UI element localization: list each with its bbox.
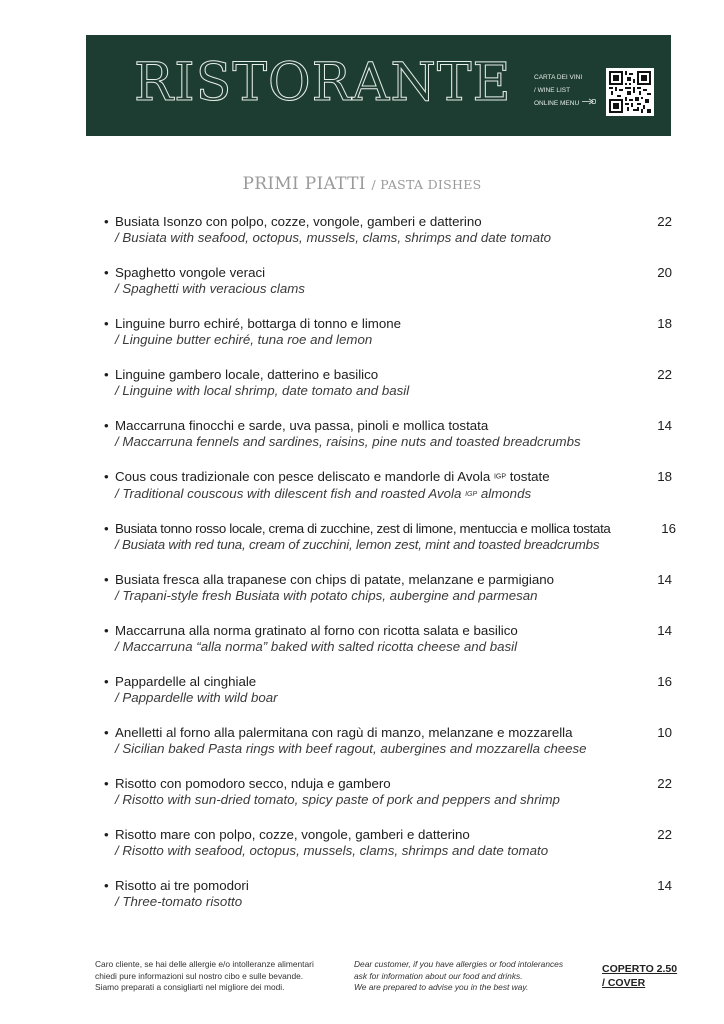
- dish-translation: / Busiata with red tuna, cream of zucchini, lemon zest, mint and toasted breadcrumbs: [115, 536, 600, 552]
- dish-price: 22: [657, 214, 672, 229]
- dish-name: Risotto mare con polpo, cozze, vongole, gamberi e datterino: [115, 827, 470, 843]
- dish-name: Busiata tonno rosso locale, crema di zucchine, zest di limone, mentuccia e mollica tostata: [115, 520, 611, 536]
- menu-item: [104, 776, 676, 827]
- header-banner: [86, 35, 671, 136]
- dish-price: 22: [657, 776, 672, 792]
- dish-name: Anelletti al forno alla palermitana con ragù di manzo, melanzane e mozzarella: [115, 724, 573, 740]
- dish-price: 18: [657, 316, 672, 332]
- online-menu-link[interactable]: [534, 97, 596, 110]
- dish-price: 14: [657, 571, 672, 587]
- online-menu-label: ONLINE MENU: [534, 100, 580, 107]
- dish-name: Maccarruna finocchi e sarde, uva passa, pinoli e mollica tostata: [115, 418, 489, 434]
- dish-translation: / Maccarruna fennels and sardines, raisins, pine nuts and toasted breadcrumbs: [115, 434, 581, 450]
- bullet: •: [104, 367, 109, 383]
- bullet: •: [104, 214, 109, 229]
- dish-translation: / Three-tomato risotto: [115, 894, 243, 910]
- section-title-en: / PASTA DISHES: [371, 177, 482, 192]
- igp-label: IGP: [465, 490, 478, 498]
- dish-price: 14: [657, 878, 672, 894]
- cover-charge-it: COPERTO 2.50: [602, 963, 678, 975]
- dish-name: Spaghetto vongole veraci: [115, 265, 266, 281]
- bullet: •: [104, 673, 109, 689]
- bullet: •: [104, 724, 109, 740]
- dish-price: 14: [657, 418, 672, 434]
- menu-item: [104, 725, 676, 776]
- bullet: •: [104, 265, 109, 281]
- dish-price: 14: [657, 622, 672, 638]
- dish-price: 22: [657, 827, 672, 843]
- menu-item: [104, 878, 676, 929]
- dish-translation: / Risotto with seafood, octopus, mussels, clams, shrimps and date tomato: [115, 843, 549, 859]
- dish-translation: / Busiata with seafood, octopus, mussels, clams, shrimps and date tomato: [115, 230, 552, 245]
- menu-item: [104, 572, 676, 623]
- dish-name: Cous cous tradizionale con pesce deliscato e mandorle di Avola IGP tostate: [115, 469, 550, 485]
- menu-item: [104, 521, 676, 572]
- dish-name: Busiata fresca alla trapanese con chips di patate, melanzane e parmigiano: [115, 571, 555, 587]
- dish-name: Risotto con pomodoro secco, nduja e gambero: [115, 776, 391, 792]
- allergy-note-it: Caro cliente, se hai delle allergie e/o intolleranze alimentari chiedi pure informazioni sul nostro cibo e sulle bevande. Siamo preparati a consigliarti nel migliore dei modi.: [95, 959, 314, 992]
- menu-list: [104, 214, 676, 929]
- dish-price: 10: [657, 724, 672, 740]
- bullet: •: [104, 418, 109, 434]
- menu-item: [104, 623, 676, 674]
- allergy-note-en: Dear customer, if you have allergies or food intolerances ask for information about our food and drinks. We are prepared to advise you in the best way.: [354, 959, 564, 992]
- bullet: •: [104, 316, 109, 332]
- cover-charge-en: / COVER: [602, 977, 646, 989]
- menu-item: [104, 469, 676, 520]
- dish-price: 16: [657, 673, 672, 689]
- dish-price: 20: [657, 265, 672, 281]
- dish-name: Pappardelle al cinghiale: [115, 673, 257, 689]
- pointing-hand-icon: [582, 97, 596, 110]
- dish-translation: / Maccarruna “alla norma” baked with salted ricotta cheese and basil: [115, 638, 518, 654]
- dish-name: Risotto ai tre pomodori: [115, 878, 249, 894]
- dish-translation: / Pappardelle with wild boar: [115, 689, 278, 705]
- bullet: •: [104, 622, 109, 638]
- menu-item: [104, 827, 676, 878]
- dish-translation: / Trapani-style fresh Busiata with potato chips, aubergine and parmesan: [115, 587, 538, 603]
- dish-price: 16: [661, 520, 676, 536]
- menu-item: [104, 265, 676, 316]
- qr-code-icon[interactable]: [606, 68, 654, 116]
- restaurant-logo: RISTORANTE: [134, 53, 512, 113]
- menu-item: [104, 214, 676, 265]
- dish-translation: / Traditional couscous with dilescent fish and roasted Avola IGP almonds: [115, 485, 532, 501]
- section-title-it: PRIMI PIATTI: [242, 174, 366, 194]
- menu-item: [104, 367, 676, 418]
- bullet: •: [104, 776, 109, 792]
- header-links: [534, 71, 596, 110]
- bullet: •: [104, 520, 109, 536]
- menu-item: [104, 316, 676, 367]
- wine-list-link[interactable]: CARTA DEI VINI: [534, 74, 583, 81]
- bullet: •: [104, 571, 109, 587]
- dish-price: 22: [657, 367, 672, 383]
- bullet: •: [104, 469, 109, 485]
- dish-translation: / Linguine butter echiré, tuna roe and lemon: [115, 332, 373, 348]
- bullet: •: [104, 827, 109, 843]
- dish-price: 18: [657, 469, 672, 485]
- dish-translation: / Sicilian baked Pasta rings with beef ragout, aubergines and mozzarella cheese: [115, 740, 587, 756]
- menu-item: [104, 674, 676, 725]
- section-title: [0, 174, 724, 194]
- menu-item: [104, 418, 676, 469]
- dish-translation: / Linguine with local shrimp, date tomato and basil: [115, 383, 410, 399]
- dish-translation: / Risotto with sun-dried tomato, spicy paste of pork and peppers and shrimp: [115, 792, 560, 808]
- cover-charge: [602, 962, 677, 990]
- dish-name: Maccarruna alla norma gratinato al forno con ricotta salata e basilico: [115, 622, 518, 638]
- dish-name: Busiata Isonzo con polpo, cozze, vongole, gamberi e datterino: [115, 214, 482, 229]
- dish-name: Linguine burro echiré, bottarga di tonno e limone: [115, 316, 402, 332]
- bullet: •: [104, 878, 109, 894]
- wine-list-link-en[interactable]: / WINE LIST: [534, 87, 571, 94]
- igp-label: IGP: [493, 473, 507, 481]
- dish-name: Linguine gambero locale, datterino e basilico: [115, 367, 379, 383]
- dish-translation: / Spaghetti with veracious clams: [115, 281, 305, 297]
